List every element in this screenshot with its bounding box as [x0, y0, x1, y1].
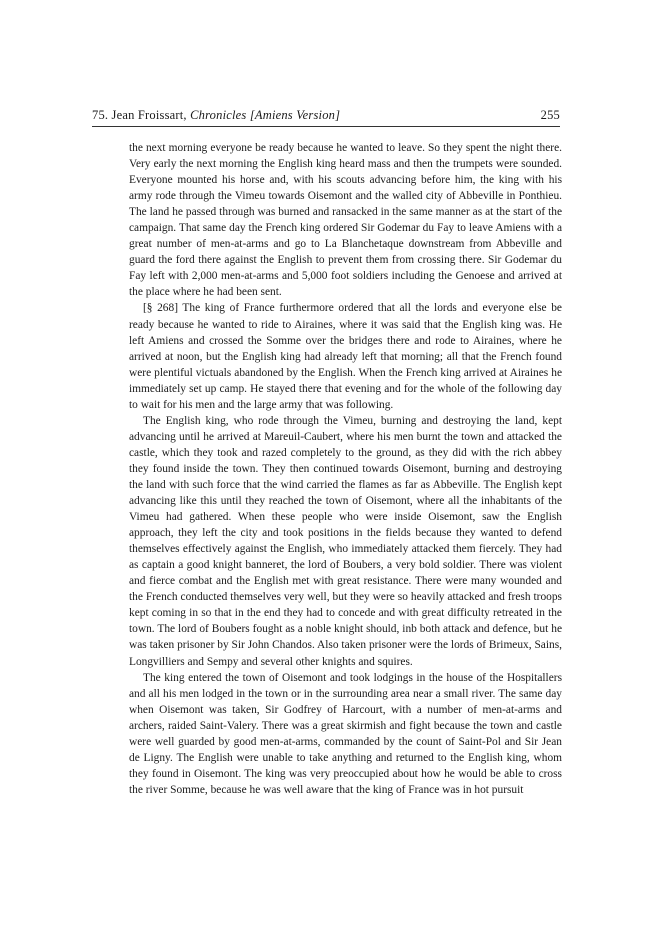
work-title: Chronicles [Amiens Version]	[190, 108, 341, 122]
header-rule	[92, 126, 560, 127]
running-head	[92, 106, 560, 124]
chapter-label: 75. Jean Froissart,	[92, 108, 191, 122]
page-number: 255	[540, 108, 560, 122]
paragraph: The king entered the town of Oisemont and took lodgings in the house of the Hospitallers and all his men lodged in the town or in the surrounding area near a small river. The same day when Oisemont was taken, Sir Godfrey of Harcourt, with a number of men-at-arms and archers, raided Saint-Valery. There was a great skirmish and fight because the town and castle were well guarded by good men-at-arms, commanded by the count of Saint-Pol and Sir Jean de Ligny. The English were unable to take anything and returned to the English king, whom they found in Oisemont. The king was very preoccupied about how he would be able to cross the river Somme, because he was well aware that the king of France was in hot pursuit	[129, 671, 562, 796]
running-head-title	[92, 106, 340, 124]
paragraph: the next morning everyone be ready because he wanted to leave. So they spent the night there. Very early the next morning the English king heard mass and then the trumpets were sounded. Everyone mounted his horse and, with his scouts advancing before him, the king with his army rode through the Vimeu towards Oisemont and the walled city of Abbeville in Ponthieu. The land he passed through was burned and ransacked in the same manner as at the start of the campaign. That same day the French king ordered Sir Godemar du Fay to leave Amiens with a great number of men-at-arms and go to La Blanchetaque downstream from Abbeville and guard the ford there against the English to prevent them from crossing there. Sir Godemar du Fay left with 2,000 men-at-arms and 5,000 foot soldiers including the Genoese and arrived at the place where he had been sent.	[129, 142, 562, 299]
paragraph: [§ 268] The king of France furthermore ordered that all the lords and everyone else be ready because he wanted to ride to Airaines, where it was said that the English king was. He left Amiens and crossed the Somme over the bridges there and rode to Airaines, where he arrived at noon, but the English king had already left that morning; all that the French found were plentiful victuals abandoned by the English. When the French king arrived at Airaines he immediately set up camp. He stayed there that evening and for the whole of the following day to wait for his men and the large army that was following.	[129, 302, 562, 411]
body-text	[129, 140, 562, 798]
paragraph: The English king, who rode through the Vimeu, burning and destroying the land, kept advancing until he arrived at Mareuil-Caubert, where his men burnt the town and attacked the castle, which they took and razed completely to the ground, as they did with the rich abbey they found inside the town. They then continued towards Oisemont, burning and destroying the land with such force that the wind carried the flames as far as Abbeville. The English kept advancing like this until they reached the town of Oisemont, where all the inhabitants of the Vimeu had gathered. When these people who were inside Oisemont, saw the English approach, they left the city and took positions in the fields because they wanted to defend themselves effectively against the English, who immediately attacked them fiercely. They had as captain a good knight banneret, the lord of Boubers, a very bold soldier. There was violent and fierce combat and the English met with great resistance. There were many wounded and the French conducted themselves very well, but they were so heavily attacked and fresh troops kept coming in so that in the end they had to concede and with great difficulty retreated in the town. The lord of Boubers fought as a noble knight should, inb both attack and defence, but he was taken prisoner by Sir John Chandos. Also taken prisoner were the lords of Brimeux, Sains, Longvilliers and Sempy and several other knights and squires.	[129, 414, 562, 668]
